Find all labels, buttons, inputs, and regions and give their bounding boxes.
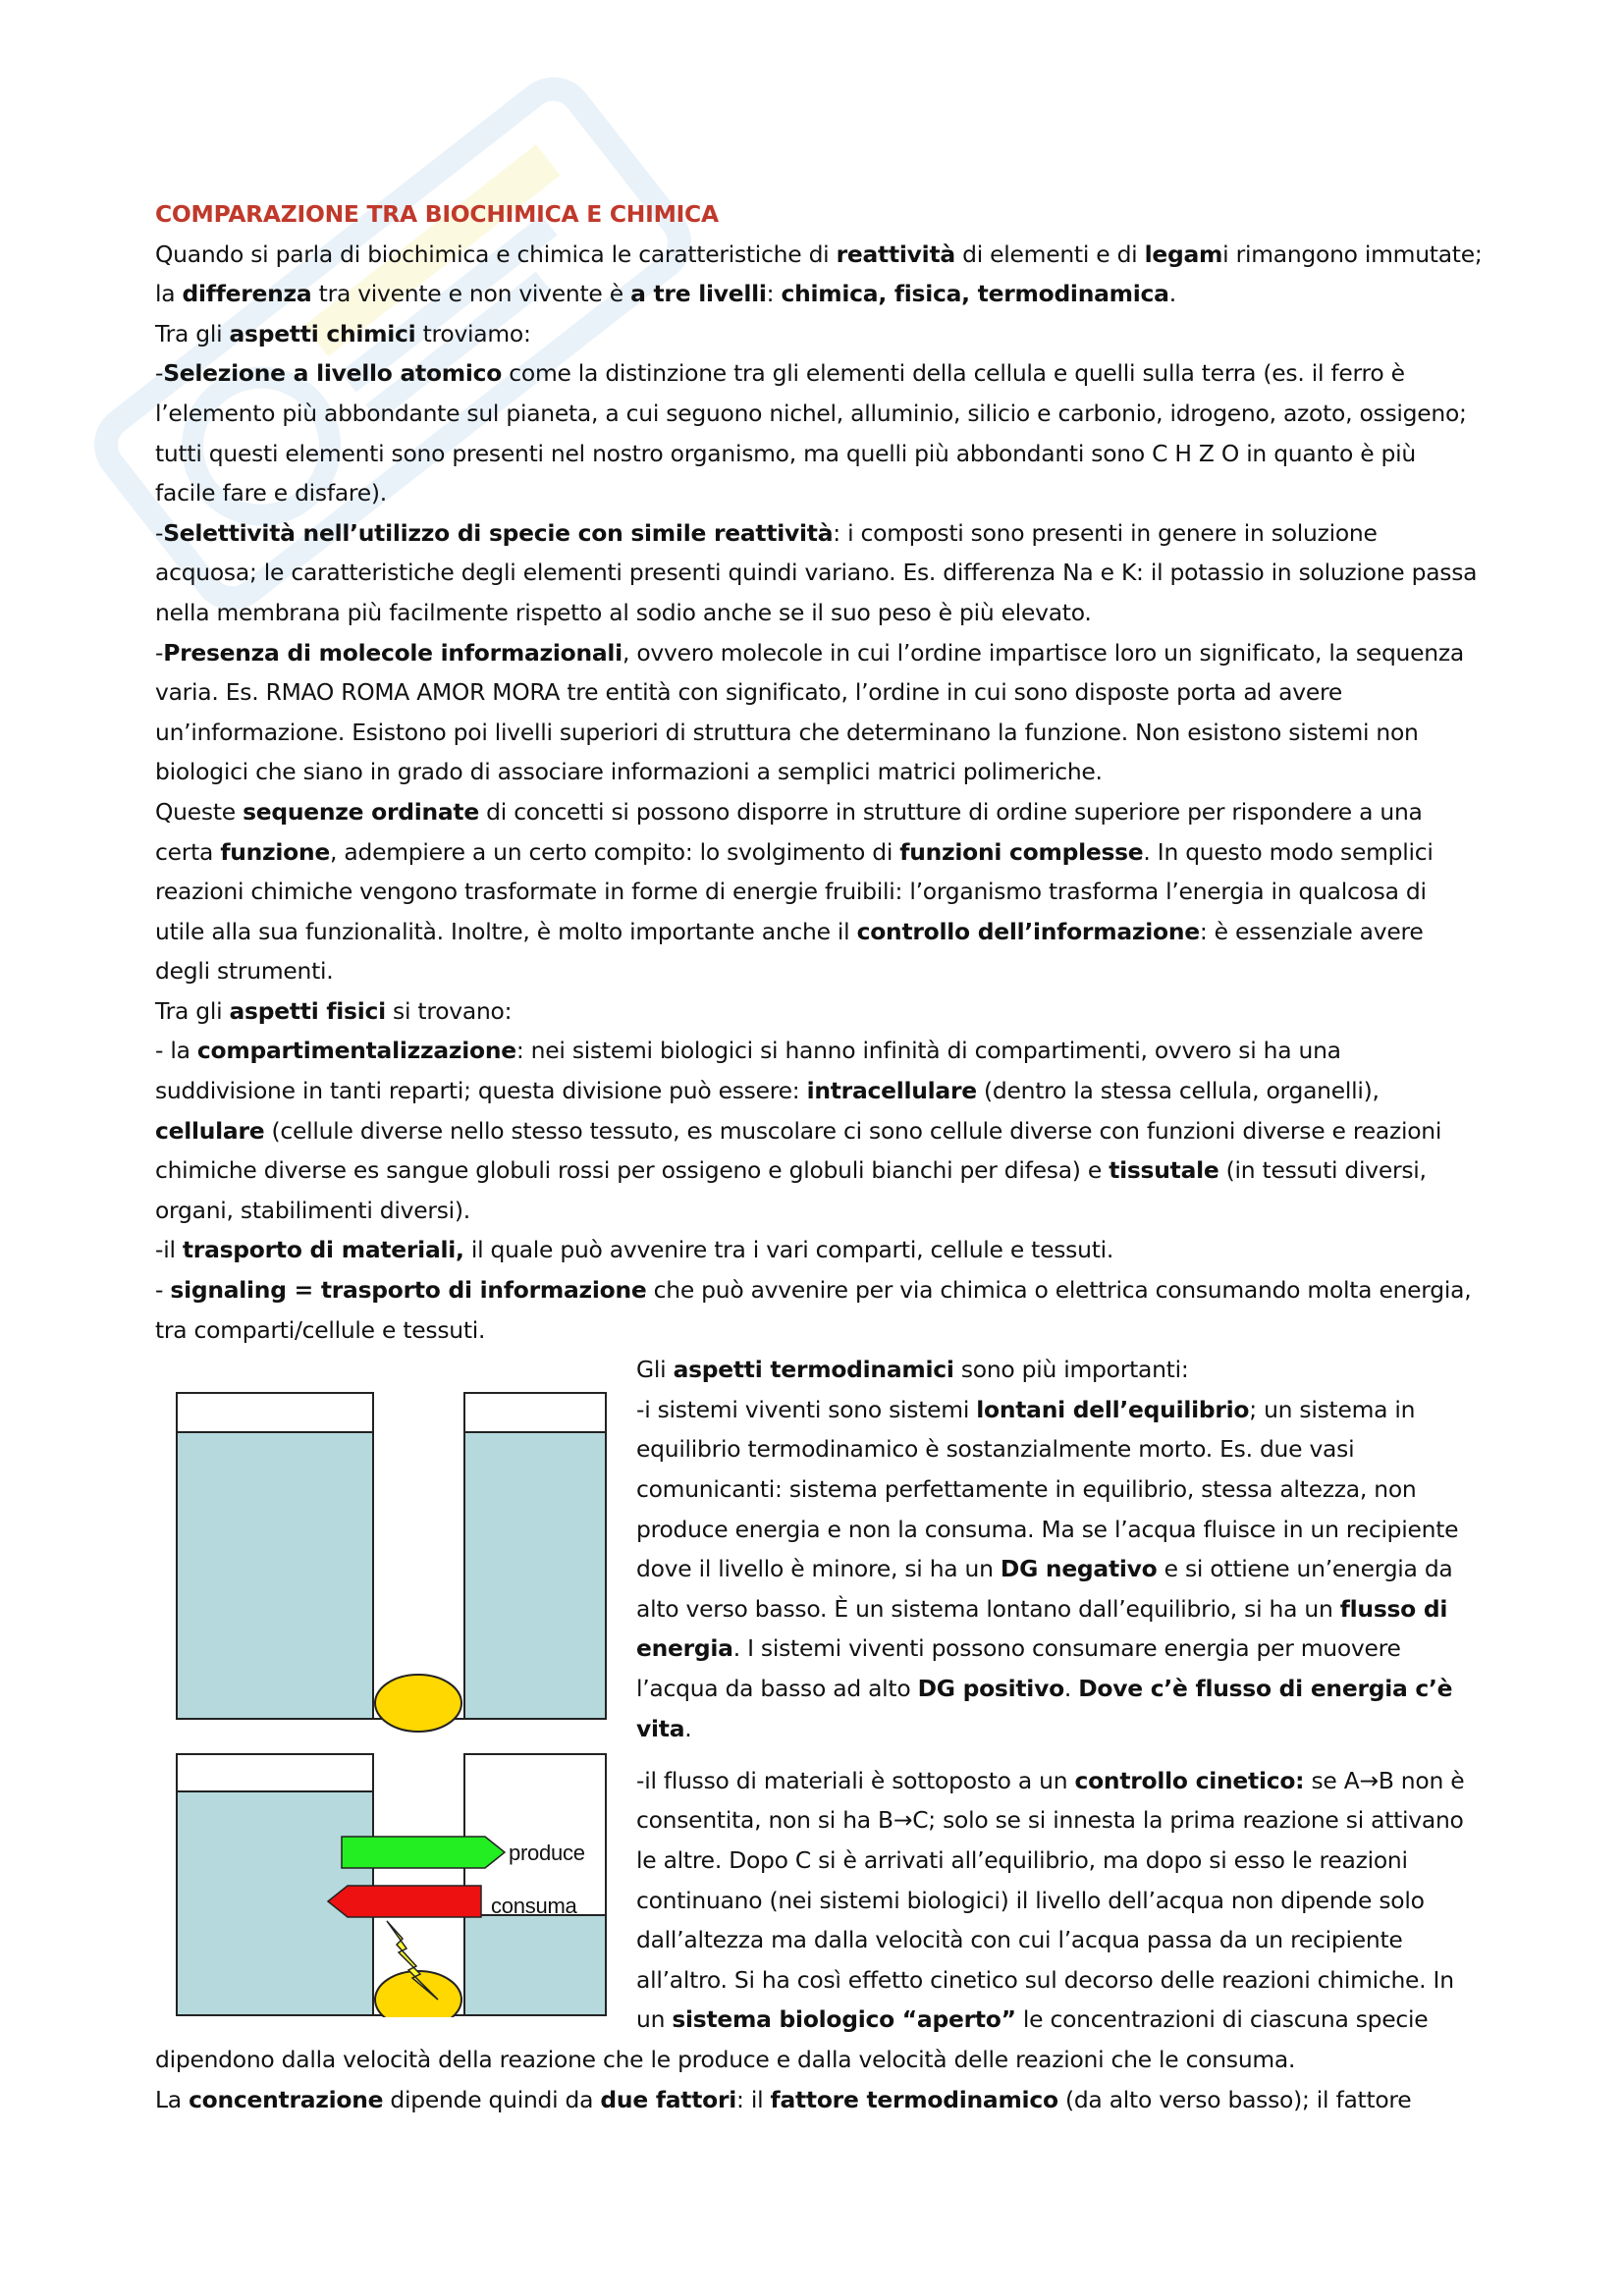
chemical-item-atomic-selection: -Selezione a livello atomico come la distinzione tra gli elementi della cellula e quelli sulla terra (es. il ferro è l’elemento più abbondante sul pianeta, a cui seguono nichel, alluminio, silicio e carbonio, idrogeno, azoto, ossigeno; tutti questi elementi sono presenti nel nostro organismo, ma quelli più abbondanti sono C H Z O in quanto è più facile fare e disfare).: [155, 359, 1467, 507]
thermodynamic-item-far-from-equilibrium: -i sistemi viventi sono sistemi lontani dell’equilibrio; un sistema in equilibrio termodinamico è sostanzialmente morto. Es. due vasi comunicanti: sistema perfettamente in equilibrio, stessa altezza, non produce energia e non la consuma. Ma se l’acqua fluisce in un recipiente dove il livello è minore, si ha un DG negativo e si ottiene un’energia da alto verso basso. È un sistema lontano dall’equilibrio, si ha un flusso di energia. I sistemi viventi possono consumare energia per muovere l’acqua da basso ad alto DG positivo. Dove c’è flusso di energia c’è vita.: [636, 1395, 1459, 1742]
physical-aspects-lead: Tra gli aspetti fisici si trovano:: [155, 996, 513, 1025]
produce-arrow: [342, 1837, 505, 1868]
thermodynamics-section: [155, 1350, 1483, 2030]
vessels-flow: [177, 1754, 606, 2017]
valve-top: [375, 1675, 461, 1732]
document-title: COMPARAZIONE TRA BIOCHIMICA E CHIMICA: [155, 200, 719, 228]
consuma-label: consuma: [491, 1894, 577, 1919]
chemical-item-selectivity: -Selettività nell’utilizzo di specie con simile reattività: i composti sono presenti in genere in soluzione acquosa; le caratteristiche degli elementi presenti quindi variano. Es. differenza Na e K: il potassio in soluzione passa nella membrana più facilmente rispetto al sodio anche se il suo peso è più elevato.: [155, 518, 1478, 626]
communicating-vessels-figure: [155, 1350, 636, 2030]
physical-item-compartmentalization: - la compartimentalizzazione: nei sistemi biologici si hanno infinità di compartimenti, ovvero si ha una suddivisione in tanti reparti; questa divisione può essere: intracellulare (dentro la stessa cellula, organelli), cellulare (cellule diverse nello stesso tessuto, es muscolare ci sono cellule diverse con funzioni diverse e reazioni chimiche diverse es sangue globuli rossi per ossigeno e globuli bianchi per difesa) e tissutale (in tessuti diversi, organi, stabilimenti diversi).: [155, 1037, 1442, 1224]
physical-item-signaling: - signaling = trasporto di informazione che può avvenire per via chimica o elettrica consumando molta energia, tra comparti/cellule e tessuti.: [155, 1276, 1472, 1344]
ordered-sequences-paragraph: Queste sequenze ordinate di concetti si possono disporre in strutture di ordine superiore per rispondere a una certa funzione, adempiere a un certo compito: lo svolgimento di funzioni complesse. In questo modo semplici reazioni chimiche vengono trasformate in forme di energie fruibili: l’organismo trasforma l’energia in qualcosa di utile alla sua funzionalità. Inoltre, è molto importante anche il controllo dell’informazione: è essenziale avere degli strumenti.: [155, 797, 1434, 986]
chemical-item-informational-molecules: -Presenza di molecole informazionali, ovvero molecole in cui l’ordine impartisce loro un significato, la sequenza varia. Es. RMAO ROMA AMOR MORA tre entità con significato, l’ordine in cui sono disposte porta ad avere un’informazione. Esistono poi livelli superiori di struttura che determinano la funzione. Non esistono sistemi non biologici che siano in grado di associare informazioni a semplici matrici polimeriche.: [155, 638, 1464, 786]
intro-paragraph: Quando si parla di biochimica e chimica le caratteristiche di reattività di elementi e di legami rimangono immutate; la differenza tra vivente e non vivente è a tre livelli: chimica, fisica, termodinamica.: [155, 240, 1483, 308]
consuma-arrow: [328, 1886, 481, 1917]
chemical-aspects-lead: Tra gli aspetti chimici troviamo:: [155, 319, 531, 347]
arrow-right-icon: →: [1359, 1766, 1379, 1794]
physical-item-material-transport: -il trasporto di materiali, il quale può avvenire tra i vari comparti, cellule e tessuti.: [155, 1236, 1114, 1264]
kinetic-control-paragraph: -il flusso di materiali è sottoposto a un controllo cinetico: se A→B non è consentita, non si ha B→C; solo se si innesta la prima reazione si attivano le altre. Dopo C si è arrivati all’equilibrio, ma dopo si esso le reazioni continuano (nei sistemi biologici) il livello dell’acqua non dipende solo dall’altezza ma dalla velocità con cui l’acqua passa da un recipiente all’altro. Si ha così effetto cinetico sul decorso delle reazioni chimiche. In un sistema biologico “aperto” le concentrazioni di ciascuna specie dipendono dalla velocità della reazione che le produce e dalla velocità delle reazioni che le consuma.: [155, 1761, 1483, 2080]
concentration-paragraph: La concentrazione dipende quindi da due fattori: il fattore termodinamico (da alto verso basso); il fattore: [155, 2085, 1412, 2113]
valve-bottom: [375, 1971, 461, 2017]
right-vessel-water-low: [464, 1915, 606, 2015]
produce-label: produce: [509, 1841, 585, 1866]
left-vessel-water: [177, 1432, 373, 1719]
arrow-right-icon: →: [893, 1806, 913, 1835]
document-page: [155, 194, 1483, 2119]
right-vessel-water: [464, 1432, 606, 1719]
thermodynamics-column: [636, 1350, 1483, 2030]
thermodynamic-aspects-lead: Gli aspetti termodinamici sono più importanti:: [636, 1356, 1189, 1384]
vessels-equilibrium: [177, 1393, 606, 1732]
vessels-diagram: [155, 1350, 636, 2017]
